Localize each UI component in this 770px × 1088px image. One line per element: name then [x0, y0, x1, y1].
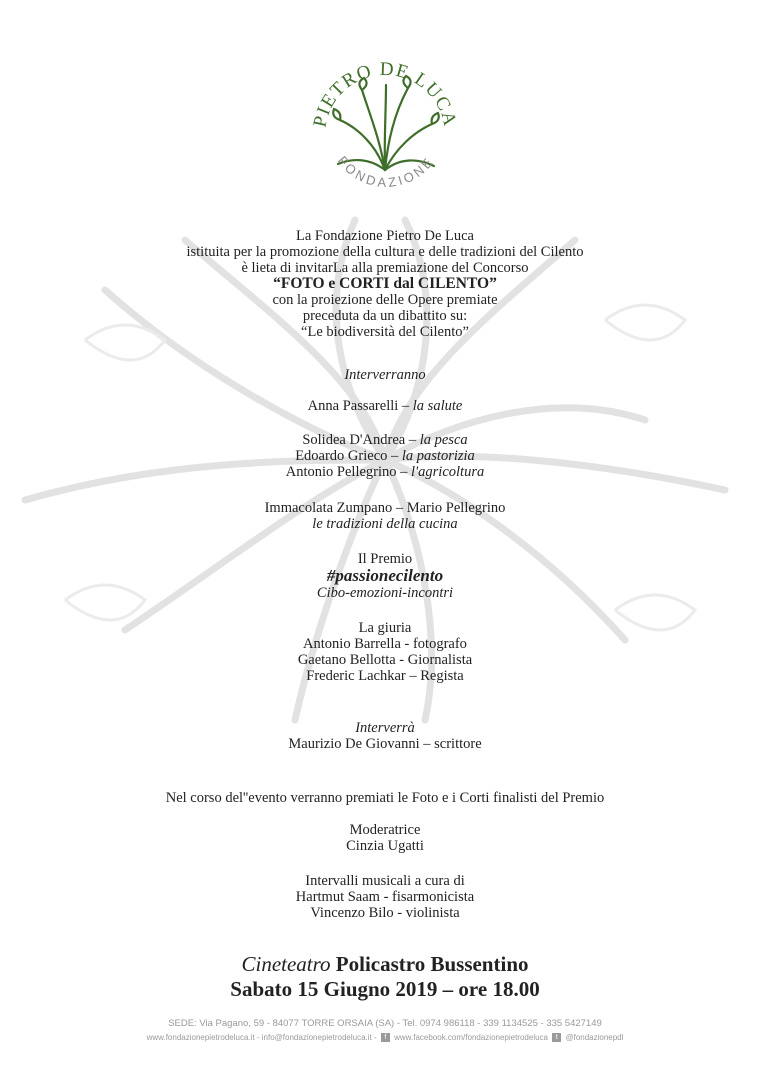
intro-line: con la proiezione delle Opere premiate [272, 292, 498, 308]
website-link[interactable]: www.fondazionepietrodeluca.it [146, 1033, 255, 1042]
venue-section [0, 952, 770, 1002]
moderator-section [0, 822, 770, 854]
venue-prefix: Cineteatro [241, 952, 331, 976]
facebook-link[interactable]: www.facebook.com/fondazionepietrodeluca [394, 1033, 548, 1042]
speaker-topic: la pastorizia [401, 448, 475, 464]
footer-links: www.fondazionepietrodeluca.it - info@fondazionepietrodeluca.it - f www.facebook.com/fondazionepietrodeluca t @fondazionepdl [146, 1033, 624, 1042]
speaker-entry [0, 398, 770, 414]
musician: Vincenzo Bilo - violinista [310, 905, 460, 921]
jury-member: Gaetano Bellotta - Giornalista [297, 652, 473, 668]
speaker-group [0, 432, 770, 480]
guest-section [0, 720, 770, 752]
speaker-duo-names: Immacolata Zumpano – Mario Pellegrino [264, 500, 506, 516]
premio-hashtag: #passionecilento [326, 566, 444, 585]
intro-line: La Fondazione Pietro De Luca [296, 228, 474, 244]
speaker-name: Antonio Pellegrino – [285, 464, 412, 480]
speaker-entry [0, 432, 770, 448]
intro-section [0, 228, 770, 340]
speaker-topic: la salute [412, 398, 463, 414]
twitter-link[interactable]: @fondazionepdl [565, 1033, 624, 1042]
speaker-entry [0, 448, 770, 464]
event-note-text: Nel corso del''evento verranno premiati le Foto e i Corti finalisti del Premio [165, 790, 605, 806]
venue-date: Sabato 15 Giugno 2019 – ore 18.00 [230, 977, 540, 1001]
speaker-entry [0, 464, 770, 480]
speaker-name: Solidea D'Andrea – [302, 432, 420, 448]
speakers-heading: Interverranno [344, 367, 426, 383]
guest-heading: Interverrà [355, 720, 415, 736]
footer-address: SEDE: Via Pagano, 59 - 84077 TORRE ORSAIA (SA) - Tel. 0974 986118 - 339 1134525 - 335 5427149 [168, 1018, 602, 1029]
intro-line: è lieta di invitarLa alla premiazione del Concorso [241, 260, 529, 276]
fondazione-logo [300, 40, 470, 210]
contest-title: “FOTO e CORTI dal CILENTO” [273, 275, 497, 292]
jury-section [0, 620, 770, 684]
moderator-label: Moderatrice [349, 822, 421, 838]
venue-place: Policastro Bussentino [335, 952, 529, 976]
facebook-icon: f [381, 1033, 390, 1042]
speaker-topic: l'agricoltura [411, 464, 485, 480]
speaker-name: Anna Passarelli – [307, 398, 413, 414]
speaker-group [0, 500, 770, 532]
venue-place-row [0, 952, 770, 977]
debate-title: “Le biodiversità del Cilento” [301, 324, 469, 340]
speaker-group [0, 398, 770, 414]
music-section [0, 873, 770, 921]
premio-subtitle: Cibo-emozioni-incontri [316, 585, 454, 601]
intro-line: preceduta da un dibattito su: [302, 308, 468, 324]
footer [0, 1018, 770, 1044]
premio-section [0, 551, 770, 601]
moderator-name: Cinzia Ugatti [346, 838, 424, 854]
logo-sub-text: FONDAZIONE [334, 153, 438, 191]
speakers-heading-section [0, 367, 770, 383]
speaker-duo-topic: le tradizioni della cucina [312, 516, 458, 532]
speaker-name: Edoardo Grieco – [295, 448, 402, 464]
jury-member: Antonio Barrella - fotografo [303, 636, 467, 652]
music-heading: Intervalli musicali a cura di [305, 873, 465, 889]
speaker-topic: la pesca [419, 432, 468, 448]
twitter-icon: t [552, 1033, 561, 1042]
jury-member: Frederic Lachkar – Regista [306, 668, 464, 684]
logo-arc-text: PIETRO DE LUCA [309, 58, 461, 130]
event-note [0, 790, 770, 806]
guest-name: Maurizio De Giovanni – scrittore [288, 736, 482, 752]
email-link[interactable]: info@fondazionepietrodeluca.it [261, 1033, 372, 1042]
jury-heading: La giuria [358, 620, 412, 636]
premio-label: Il Premio [357, 551, 413, 567]
musician: Hartmut Saam - fisarmonicista [295, 889, 475, 905]
intro-line: istituita per la promozione della cultura e delle tradizioni del Cilento [186, 244, 584, 260]
